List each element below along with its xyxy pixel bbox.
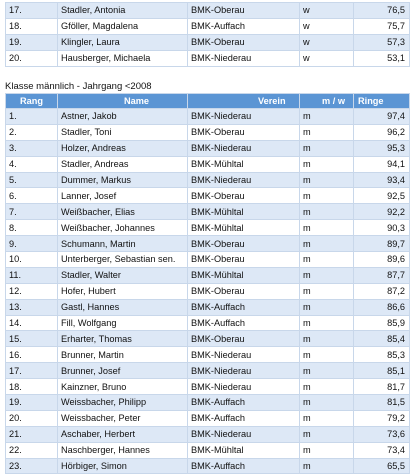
table-row (6, 3, 410, 19)
mw-cell: w (300, 18, 354, 34)
table-row (6, 458, 410, 474)
rank-cell: 6. (6, 188, 58, 204)
ringe-cell: 65,5 (354, 458, 410, 474)
rank-cell: 12. (6, 283, 58, 299)
ringe-cell: 95,3 (354, 140, 410, 156)
ringe-cell: 94,1 (354, 156, 410, 172)
mw-cell: m (300, 156, 354, 172)
rank-cell: 20. (6, 50, 58, 66)
name-cell: Lanner, Josef (58, 188, 188, 204)
name-cell: Stadler, Antonia (58, 3, 188, 19)
name-cell: Brunner, Martin (58, 347, 188, 363)
ringe-cell: 57,3 (354, 34, 410, 50)
mw-cell: w (300, 34, 354, 50)
rank-cell: 13. (6, 299, 58, 315)
rank-cell: 17. (6, 363, 58, 379)
mw-cell: m (300, 347, 354, 363)
name-cell: Dummer, Markus (58, 172, 188, 188)
table-row (6, 156, 410, 172)
verein-cell: BMK-Mühltal (188, 267, 300, 283)
ringe-cell: 93,4 (354, 172, 410, 188)
rank-cell: 9. (6, 236, 58, 252)
ringe-cell: 85,1 (354, 363, 410, 379)
verein-cell: BMK-Niederau (188, 363, 300, 379)
ringe-cell: 73,4 (354, 442, 410, 458)
verein-cell: BMK-Niederau (188, 426, 300, 442)
name-cell: Weissbacher, Philipp (58, 395, 188, 411)
ringe-cell: 85,3 (354, 347, 410, 363)
mw-cell: m (300, 331, 354, 347)
name-cell: Weissbacher, Peter (58, 410, 188, 426)
rank-cell: 20. (6, 410, 58, 426)
rank-cell: 23. (6, 458, 58, 474)
table-row (6, 236, 410, 252)
table-row (6, 188, 410, 204)
mw-cell: m (300, 458, 354, 474)
verein-cell: BMK-Auffach (188, 299, 300, 315)
header-ringe: Ringe (354, 94, 410, 109)
table-row (6, 220, 410, 236)
name-cell: Klingler, Laura (58, 34, 188, 50)
verein-cell: BMK-Niederau (188, 379, 300, 395)
mw-cell: m (300, 236, 354, 252)
table-row (6, 204, 410, 220)
ringe-cell: 79,2 (354, 410, 410, 426)
name-cell: Aschaber, Herbert (58, 426, 188, 442)
name-cell: Unterberger, Sebastian sen. (58, 252, 188, 268)
mw-cell: m (300, 299, 354, 315)
ringe-cell: 87,2 (354, 283, 410, 299)
ringe-cell: 92,5 (354, 188, 410, 204)
table-row (6, 124, 410, 140)
verein-cell: BMK-Mühltal (188, 220, 300, 236)
ringe-cell: 96,2 (354, 124, 410, 140)
rank-cell: 10. (6, 252, 58, 268)
mw-cell: m (300, 426, 354, 442)
rank-cell: 11. (6, 267, 58, 283)
mw-cell: m (300, 379, 354, 395)
verein-cell: BMK-Niederau (188, 172, 300, 188)
name-cell: Fill, Wolfgang (58, 315, 188, 331)
table-row (6, 267, 410, 283)
mw-cell: m (300, 124, 354, 140)
table-row (6, 299, 410, 315)
name-cell: Holzer, Andreas (58, 140, 188, 156)
table-row (6, 426, 410, 442)
verein-cell: BMK-Mühltal (188, 204, 300, 220)
ringe-cell: 97,4 (354, 109, 410, 125)
ringe-cell: 75,7 (354, 18, 410, 34)
name-cell: Erharter, Thomas (58, 331, 188, 347)
verein-cell: BMK-Oberau (188, 236, 300, 252)
mw-cell: m (300, 172, 354, 188)
header-name: Name (58, 94, 188, 109)
rank-cell: 4. (6, 156, 58, 172)
header-rang: Rang (6, 94, 58, 109)
header-verein: Verein (188, 94, 300, 109)
ringe-cell: 92,2 (354, 204, 410, 220)
name-cell: Gföller, Magdalena (58, 18, 188, 34)
results-table-male (5, 93, 410, 474)
rank-cell: 7. (6, 204, 58, 220)
mw-cell: m (300, 410, 354, 426)
name-cell: Naschberger, Hannes (58, 442, 188, 458)
mw-cell: m (300, 267, 354, 283)
rank-cell: 8. (6, 220, 58, 236)
header-mw: m / w (300, 94, 354, 109)
verein-cell: BMK-Niederau (188, 50, 300, 66)
rank-cell: 16. (6, 347, 58, 363)
mw-cell: m (300, 204, 354, 220)
table-row (6, 442, 410, 458)
name-cell: Kainzner, Bruno (58, 379, 188, 395)
rank-cell: 22. (6, 442, 58, 458)
ringe-cell: 85,4 (354, 331, 410, 347)
verein-cell: BMK-Auffach (188, 395, 300, 411)
results-table-female-continued (5, 2, 410, 67)
table-row (6, 109, 410, 125)
mw-cell: m (300, 442, 354, 458)
verein-cell: BMK-Oberau (188, 188, 300, 204)
rank-cell: 21. (6, 426, 58, 442)
table-row (6, 50, 410, 66)
table-row (6, 379, 410, 395)
ringe-cell: 89,6 (354, 252, 410, 268)
verein-cell: BMK-Niederau (188, 347, 300, 363)
verein-cell: BMK-Auffach (188, 458, 300, 474)
verein-cell: BMK-Oberau (188, 34, 300, 50)
mw-cell: m (300, 140, 354, 156)
name-cell: Gastl, Hannes (58, 299, 188, 315)
verein-cell: BMK-Niederau (188, 140, 300, 156)
table-row (6, 252, 410, 268)
name-cell: Hausberger, Michaela (58, 50, 188, 66)
table-row (6, 140, 410, 156)
mw-cell: m (300, 315, 354, 331)
rank-cell: 1. (6, 109, 58, 125)
ringe-cell: 86,6 (354, 299, 410, 315)
ringe-cell: 89,7 (354, 236, 410, 252)
rank-cell: 15. (6, 331, 58, 347)
verein-cell: BMK-Auffach (188, 315, 300, 331)
name-cell: Brunner, Josef (58, 363, 188, 379)
table-row (6, 315, 410, 331)
ringe-cell: 73,6 (354, 426, 410, 442)
name-cell: Weißbacher, Johannes (58, 220, 188, 236)
section-title: Klasse männlich - Jahrgang <2008 (5, 81, 152, 92)
ringe-cell: 76,5 (354, 3, 410, 19)
rank-cell: 2. (6, 124, 58, 140)
name-cell: Stadler, Andreas (58, 156, 188, 172)
name-cell: Astner, Jakob (58, 109, 188, 125)
main-table-body (6, 109, 410, 474)
table-header-row (6, 94, 410, 109)
table-row (6, 172, 410, 188)
rank-cell: 18. (6, 18, 58, 34)
table-row (6, 331, 410, 347)
verein-cell: BMK-Oberau (188, 124, 300, 140)
ringe-cell: 87,7 (354, 267, 410, 283)
ringe-cell: 81,5 (354, 395, 410, 411)
mw-cell: m (300, 252, 354, 268)
mw-cell: m (300, 363, 354, 379)
table-row (6, 283, 410, 299)
mw-cell: m (300, 283, 354, 299)
rank-cell: 18. (6, 379, 58, 395)
verein-cell: BMK-Oberau (188, 252, 300, 268)
mw-cell: m (300, 395, 354, 411)
verein-cell: BMK-Auffach (188, 18, 300, 34)
mw-cell: m (300, 220, 354, 236)
top-table-body (6, 3, 410, 67)
table-row (6, 347, 410, 363)
verein-cell: BMK-Oberau (188, 331, 300, 347)
verein-cell: BMK-Mühltal (188, 442, 300, 458)
name-cell: Weißbacher, Elias (58, 204, 188, 220)
name-cell: Stadler, Toni (58, 124, 188, 140)
verein-cell: BMK-Auffach (188, 410, 300, 426)
name-cell: Hofer, Hubert (58, 283, 188, 299)
verein-cell: BMK-Mühltal (188, 156, 300, 172)
verein-cell: BMK-Niederau (188, 109, 300, 125)
rank-cell: 17. (6, 3, 58, 19)
table-row (6, 395, 410, 411)
mw-cell: m (300, 109, 354, 125)
table-row (6, 18, 410, 34)
rank-cell: 5. (6, 172, 58, 188)
mw-cell: m (300, 188, 354, 204)
ringe-cell: 90,3 (354, 220, 410, 236)
ringe-cell: 85,9 (354, 315, 410, 331)
table-row (6, 34, 410, 50)
table-row (6, 410, 410, 426)
mw-cell: w (300, 3, 354, 19)
rank-cell: 19. (6, 34, 58, 50)
name-cell: Schumann, Martin (58, 236, 188, 252)
rank-cell: 3. (6, 140, 58, 156)
table-row (6, 363, 410, 379)
verein-cell: BMK-Oberau (188, 283, 300, 299)
ringe-cell: 81,7 (354, 379, 410, 395)
name-cell: Stadler, Walter (58, 267, 188, 283)
ringe-cell: 53,1 (354, 50, 410, 66)
rank-cell: 19. (6, 395, 58, 411)
rank-cell: 14. (6, 315, 58, 331)
verein-cell: BMK-Oberau (188, 3, 300, 19)
mw-cell: w (300, 50, 354, 66)
name-cell: Hörbiger, Simon (58, 458, 188, 474)
